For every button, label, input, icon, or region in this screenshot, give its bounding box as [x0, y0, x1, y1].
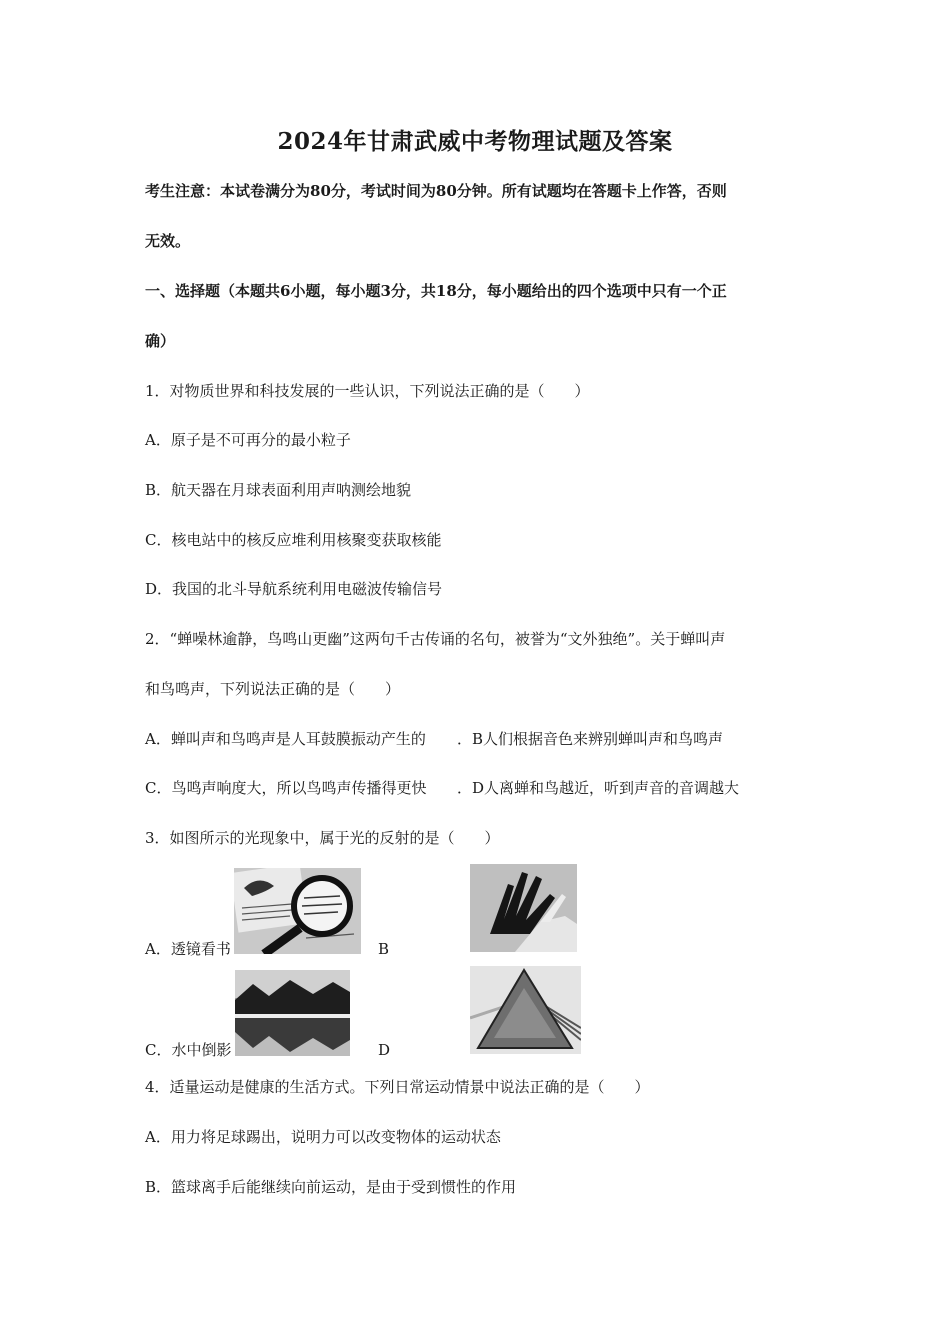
question-2-option-d: ．D人离蝉和鸟越近，听到声音的音调越大 [457, 779, 740, 797]
magnifier-book-image [234, 868, 361, 954]
notice-line-2: 无效。 [145, 232, 191, 250]
question-4-option-b: B．篮球离手后能继续向前运动，是由于受到惯性的作用 [145, 1178, 517, 1196]
hand-shadow-image [470, 864, 577, 952]
prism-image [470, 966, 581, 1054]
question-2-stem-line-1: 2．“蝉噪林逾静，鸟鸣山更幽”这两句千古传诵的名句，被誉为“文外独绝”。关于蝉叫声 [145, 630, 726, 648]
question-2-stem-line-2: 和鸟鸣声，下列说法正确的是（ ） [145, 680, 401, 698]
question-3-option-a: A．透镜看书 [145, 940, 231, 958]
question-3-option-b: B [378, 940, 390, 958]
section-heading-line-1: 一、选择题（本题共6小题，每小题3分，共18分，每小题给出的四个选项中只有一个正 [145, 282, 727, 300]
page-title: 2024年甘肃武威中考物理试题及答案 [277, 128, 673, 155]
lake-reflection-image [235, 970, 350, 1056]
question-1-option-a: A．原子是不可再分的最小粒子 [145, 431, 351, 449]
question-2-option-c: C．鸟鸣声响度大，所以鸟鸣声传播得更快 [145, 779, 427, 797]
question-4-stem: 4．适量运动是健康的生活方式。下列日常运动情景中说法正确的是（ ） [145, 1078, 650, 1096]
section-heading-line-2: 确） [145, 332, 176, 350]
question-3-stem: 3．如图所示的光现象中，属于光的反射的是（ ） [145, 829, 500, 847]
question-1-option-b: B．航天器在月球表面利用声呐测绘地貌 [145, 481, 412, 499]
question-1-stem: 1．对物质世界和科技发展的一些认识，下列说法正确的是（ ） [145, 382, 590, 400]
question-1-option-d: D．我国的北斗导航系统利用电磁波传输信号 [145, 580, 443, 598]
question-2-option-a: A．蝉叫声和鸟鸣声是人耳鼓膜振动产生的 [145, 730, 426, 748]
notice-line-1: 考生注意：本试卷满分为80分，考试时间为80分钟。所有试题均在答题卡上作答，否则 [145, 182, 727, 200]
question-3-option-c: C．水中倒影 [145, 1041, 232, 1059]
question-1-option-c: C．核电站中的核反应堆利用核聚变获取核能 [145, 531, 442, 549]
question-4-option-a: A．用力将足球踢出，说明力可以改变物体的运动状态 [145, 1128, 501, 1146]
question-2-option-b: ．B人们根据音色来辨别蝉叫声和鸟鸣声 [457, 730, 724, 748]
question-3-option-d: D [378, 1041, 391, 1059]
